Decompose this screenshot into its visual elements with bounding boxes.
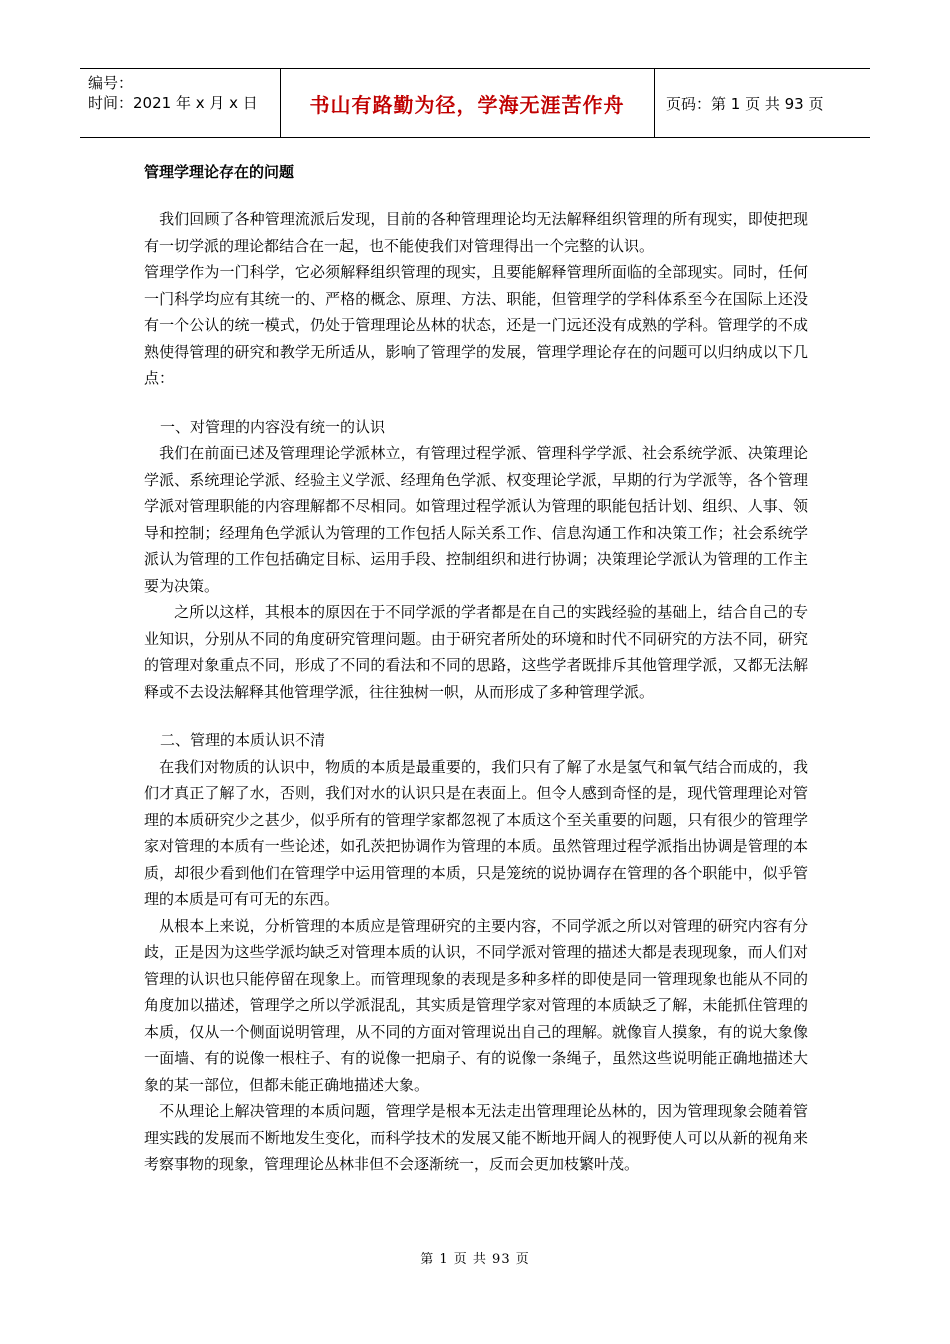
paragraph: 在我们对物质的认识中，物质的本质是最重要的，我们只有了解了水是氢气和氧气结合而成的，我们才真正了解了水，否则，我们对水的认识只是在表面上。但令人感到奇怪的是，现代管理理论对管理的本质研究少之甚少，似乎所有的管理学家都忽视了本质这个至关重要的问题，只有很少的管理学家对管理的本质有一些论述，如孔茨把协调作为管理的本质。虽然管理过程学派指出协调是管理的本质，却很少看到他们在管理学中运用管理的本质，只是笼统的说协调存在管理的各个职能中，似乎管理的本质是可有可无的东西。 xyxy=(144,757,808,908)
page-footer: 第 1 页 共 93 页 xyxy=(420,1252,530,1267)
header-motto: 书山有路勤为径，学海无涯苦作舟 xyxy=(309,92,625,117)
document-body xyxy=(144,160,808,1178)
header-divider xyxy=(654,69,655,137)
header-page-info: 页码：第 1 页 共 93 页 xyxy=(666,95,824,113)
number-label: 编号： xyxy=(88,74,134,92)
document-header xyxy=(80,68,870,138)
document-title: 管理学理论存在的问题 xyxy=(144,163,295,181)
section-heading: 一、对管理的内容没有统一的认识 xyxy=(160,417,386,436)
header-meta xyxy=(88,73,258,113)
time-label: 时间：2021 年 x 月 x 日 xyxy=(88,94,258,112)
paragraph: 我们在前面已述及管理理论学派林立，有管理过程学派、管理科学学派、社会系统学派、决策理论学派、系统理论学派、经验主义学派、经理角色学派、权变理论学派，早期的行为学派等，各个管理学派对管理职能的内容理解都不尽相同。如管理过程学派认为管理的职能包括计划、组织、人事、领导和控制；经理角色学派认为管理的工作包括人际关系工作、信息沟通工作和决策工作；社会系统学派认为管理的工作包括确定目标、运用手段、控制组织和进行协调；决策理论学派认为管理的工作主要为决策。 xyxy=(144,444,808,595)
paragraph: 从根本上来说，分析管理的本质应是管理研究的主要内容，不同学派之所以对管理的研究内容有分歧，正是因为这些学派均缺乏对管理本质的认识，不同学派对管理的描述大都是表现现象，而人们对管理的认识也只能停留在现象上。而管理现象的表现是多种多样的即使是同一管理现象也能从不同的角度加以描述，管理学之所以学派混乱，其实质是管理学家对管理的本质缺乏了解，未能抓住管理的本质，仅从一个侧面说明管理，从不同的方面对管理说出自己的理解。就像盲人摸象，有的说大象像一面墙、有的说像一根柱子、有的说像一把扇子、有的说像一条绳子，虽然这些说明能正确地描述大象的某一部位，但都未能正确地描述大象。 xyxy=(144,916,808,1094)
paragraph: 我们回顾了各种管理流派后发现，目前的各种管理理论均无法解释组织管理的所有现实，即使把现有一切学派的理论都结合在一起，也不能使我们对管理得出一个完整的认识。 xyxy=(144,210,808,255)
paragraph: 不从理论上解决管理的本质问题，管理学是根本无法走出管理理论丛林的，因为管理现象会随着管理实践的发展而不断地发生变化，而科学技术的发展又能不断地开阔人的视野使人可以从新的视角来考察事物的现象，管理理论丛林非但不会逐渐统一，反而会更加枝繁叶茂。 xyxy=(144,1102,808,1173)
paragraph: 之所以这样，其根本的原因在于不同学派的学者都是在自己的实践经验的基础上，结合自己的专业知识，分别从不同的角度研究管理问题。由于研究者所处的环境和时代不同研究的方法不同，研究的管理对象重点不同，形成了不同的看法和不同的思路，这些学者既排斥其他管理学派，又都无法解释或不去设法解释其他管理学派，往往独树一帜，从而形成了多种管理学派。 xyxy=(144,603,808,701)
paragraph: 管理学作为一门科学，它必须解释组织管理的现实，且要能解释管理所面临的全部现实。同时，任何一门科学均应有其统一的、严格的概念、原理、方法、职能，但管理学的学科体系至今在国际上还没有一个公认的统一模式，仍处于管理理论丛林的状态，还是一门远还没有成熟的学科。管理学的不成熟使得管理的研究和教学无所适从，影响了管理学的发展，管理学理论存在的问题可以归纳成以下几点： xyxy=(144,263,808,387)
section-heading: 二、管理的本质认识不清 xyxy=(160,731,326,749)
